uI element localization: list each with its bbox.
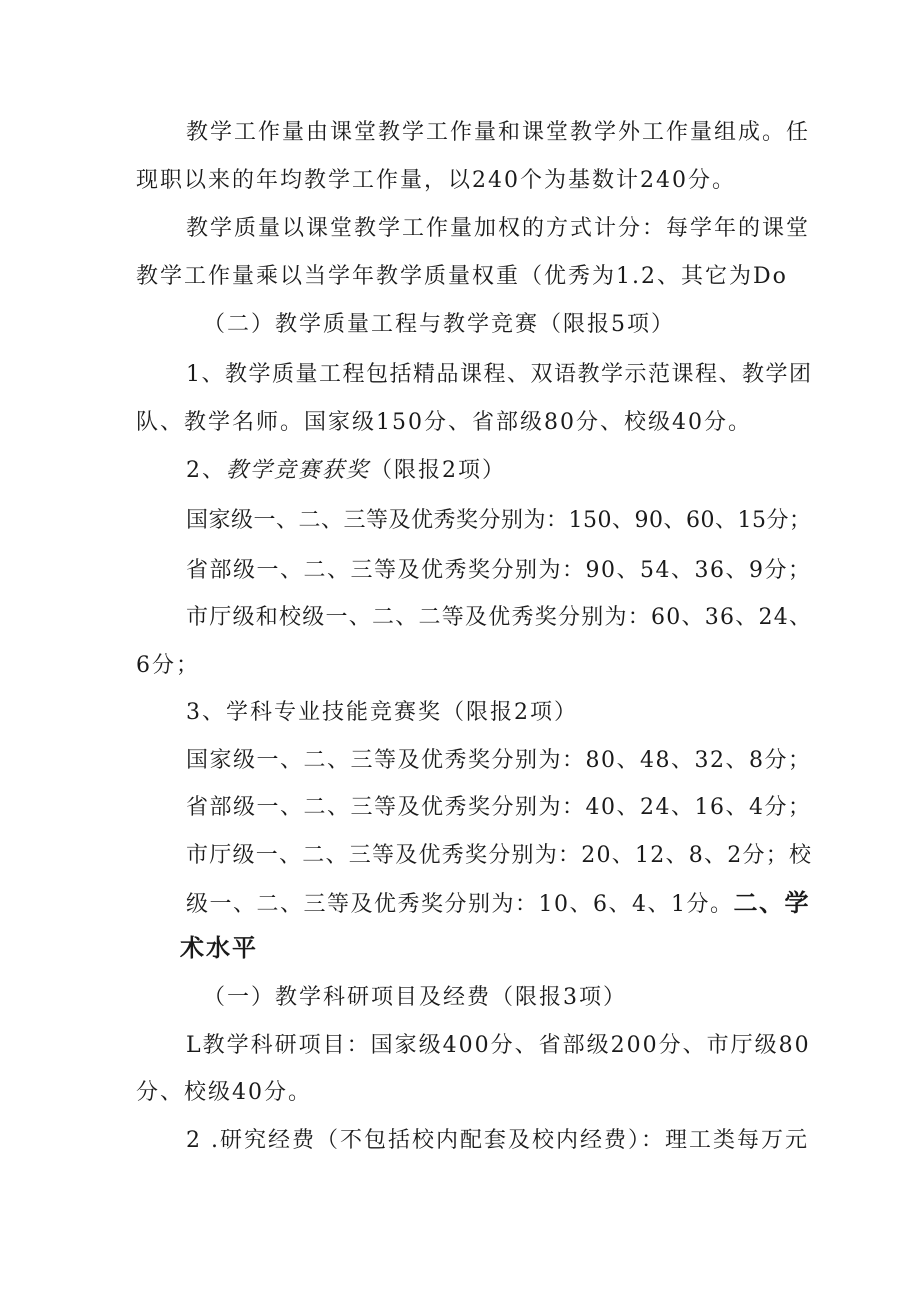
paragraph-line [186, 888, 810, 920]
paragraph-line: 教学工作量由课堂教学工作量和课堂教学外工作量组成。任 [186, 120, 811, 145]
paragraph-line: 教学工作量乘以当学年教学质量权重（优秀为1.2、其它为Do [136, 264, 788, 289]
paragraph-line: 市厅级和校级一、二、二等及优秀奖分别为：60、36、24、 [186, 605, 813, 630]
paragraph-line: 现职以来的年均教学工作量，以240个为基数计240分。 [136, 168, 736, 193]
subheading-line: 3、学科专业技能竞赛奖（限报2项） [186, 700, 578, 725]
bold-section-heading: 二、学 [733, 889, 810, 917]
italic-heading: 教学竞赛获奖 [226, 458, 371, 483]
paragraph-line: 省部级一、二、三等及优秀奖分别为：90、54、36、9分； [186, 558, 812, 583]
paragraph-line: 市厅级一、二、三等及优秀奖分别为：20、12、8、2分；校 [186, 843, 813, 868]
paragraph-line: 6分； [136, 653, 200, 678]
paragraph-line: 队、教学名师。国家级150分、省部级80分、校级40分。 [136, 410, 752, 435]
paragraph-line: 分、校级40分。 [136, 1080, 312, 1105]
item-number: 2、 [186, 458, 226, 483]
section-heading: （一）教学科研项目及经费（限报3项） [203, 985, 627, 1010]
paragraph-line: 1、教学质量工程包括精品课程、双语教学示范课程、教学团 [186, 362, 813, 387]
paragraph-line: 国家级一、二、三等及优秀奖分别为：80、48、32、8分； [186, 748, 812, 773]
line-text: 级一、二、三等及优秀奖分别为：10、6、4、1分。 [186, 892, 734, 917]
paragraph-line: L教学科研项目：国家级400分、省部级200分、市厅级80 [186, 1033, 811, 1058]
paragraph-line: 国家级一、二、三等及优秀奖分别为：150、90、60、15分； [186, 508, 812, 533]
paragraph-line: 省部级一、二、三等及优秀奖分别为：40、24、16、4分； [186, 795, 812, 820]
paragraph-line: 教学质量以课堂教学工作量加权的方式计分：每学年的课堂 [186, 216, 811, 241]
limit-note: （限报2项） [370, 458, 507, 483]
subheading-line [186, 456, 506, 486]
section-heading: （二）教学质量工程与教学竞赛（限报5项） [203, 312, 675, 337]
paragraph-line: 2 .研究经费（不包括校内配套及校内经费）：理工类每万元 [186, 1128, 809, 1153]
bold-section-heading-continued: 术水平 [180, 934, 258, 962]
